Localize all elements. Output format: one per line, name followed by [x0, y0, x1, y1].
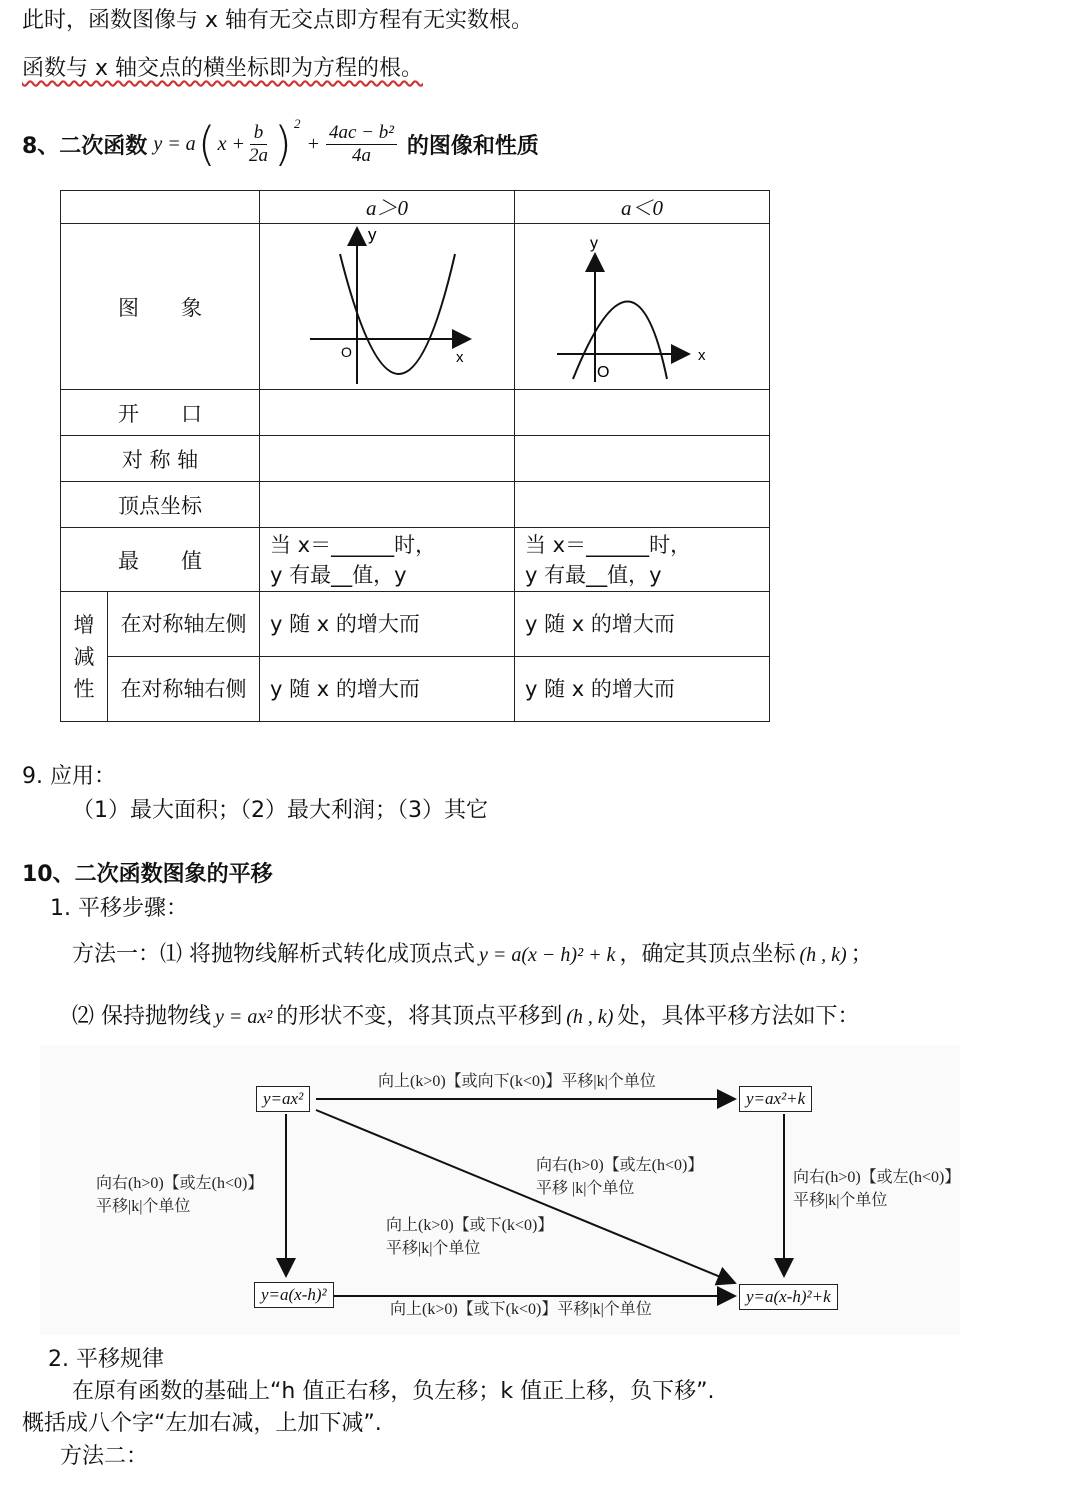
intro-line-2-text: 函数与 x 轴交点的横坐标即为方程的根。: [22, 56, 424, 81]
step-2-end: 处，具体平移方法如下：: [617, 1004, 860, 1029]
row-label-opening: 开 口: [61, 390, 260, 436]
header-a-negative: a＜0: [515, 191, 770, 224]
row-label-right-side: 在对称轴右侧: [108, 657, 260, 722]
step-1-heading: 1. 平移步骤：: [50, 896, 188, 921]
axis-label-x: x: [698, 347, 706, 364]
node-horizontal-shift: y=a(x-h)²: [254, 1282, 334, 1308]
method-2-heading: 方法二：: [60, 1444, 149, 1469]
formula-x: x +: [217, 132, 246, 155]
row-label-axis: 对 称 轴: [61, 436, 260, 482]
origin-label: O: [597, 364, 610, 381]
origin-label: O: [341, 344, 352, 360]
edge-label-diagonal-upper-2: 平移 |k|个单位: [536, 1180, 635, 1197]
edge-label-bottom: 向上(k>0)【或下(k<0)】平移|k|个单位: [390, 1301, 652, 1318]
node-base-parabola: y=ax²: [256, 1086, 310, 1112]
row-label-extreme: 最 值: [61, 528, 260, 592]
section-8-title-prefix: 8、二次函数: [22, 133, 148, 159]
formula-paren-open: (: [197, 117, 216, 171]
axis-label-y: y: [590, 235, 598, 252]
row-label-vertex: 顶点坐标: [61, 482, 260, 528]
node-vertical-shift: y=ax²+k: [739, 1086, 812, 1112]
node-vertex-form: y=a(x-h)²+k: [739, 1284, 838, 1310]
axis-label-x: x: [456, 349, 464, 366]
formula-exponent: 2: [293, 116, 301, 131]
vertex-form-formula: y = a(x − h)² + k: [479, 944, 616, 966]
section-9-title-text: 9. 应用：: [22, 764, 116, 789]
formula-numerator: 4ac − b²: [326, 122, 397, 145]
section-8-title-suffix: 的图像和性质: [406, 133, 539, 159]
step-2-prefix: ⑵ 保持抛物线: [72, 1004, 211, 1029]
row-label-monotonicity: 增减性: [61, 592, 108, 722]
method-1-mid: ，确定其顶点坐标: [619, 942, 796, 967]
edge-label-diagonal-lower-1: 向上(k>0)【或下(k<0)】: [386, 1217, 554, 1234]
edge-label-left-2: 平移|k|个单位: [96, 1198, 191, 1215]
cell-mono-left-positive: y 随 x 的增大而: [260, 592, 515, 657]
rule-line-1: 在原有函数的基础上“h 值正右移，负左移；k 值正上移，负下移”.: [72, 1379, 715, 1404]
edge-label-right-2: 平移|k|个单位: [793, 1192, 888, 1209]
target-vertex-coordinate: (h , k): [566, 1006, 614, 1028]
intro-line-1: 此时，函数图像与 x 轴有无交点即方程有无实数根。: [22, 8, 534, 33]
formula-plus: +: [306, 132, 320, 155]
base-parabola-formula: y = ax²: [215, 1006, 273, 1028]
extreme-line-1: 当 x＝______时，: [525, 532, 692, 557]
extreme-line-2: y 有最__值，y: [270, 562, 407, 587]
method-1-end: ；: [850, 942, 873, 967]
cell-mono-right-positive: y 随 x 的增大而: [260, 657, 515, 722]
formula-paren-close: ): [274, 117, 292, 171]
rule-heading: 2. 平移规律: [48, 1347, 164, 1372]
edge-label-right-1: 向右(h>0)【或左(h<0)】: [793, 1169, 961, 1186]
row-label-left-side: 在对称轴左侧: [108, 592, 260, 657]
step-2-mid: 的形状不变，将其顶点平移到: [276, 1004, 563, 1029]
section-9-items: （1）最大面积；（2）最大利润；（3）其它: [72, 798, 488, 823]
header-a-positive: a＞0: [260, 191, 515, 224]
section-10-title: 10、二次函数图象的平移: [22, 862, 273, 887]
formula-lhs: y = a: [153, 132, 196, 155]
row-label-image: 图 象: [61, 224, 260, 390]
edge-label-diagonal-lower-2: 平移|k|个单位: [386, 1240, 481, 1257]
vertex-coordinate: (h , k): [799, 944, 847, 966]
edge-label-left-1: 向右(h>0)【或左(h<0)】: [96, 1175, 264, 1192]
formula-2a: 2a: [249, 144, 269, 166]
axis-label-y: y: [368, 225, 377, 244]
edge-label-top: 向上(k>0)【或向下(k<0)】平移|k|个单位: [378, 1073, 656, 1090]
method-1-prefix: 方法一：⑴ 将抛物线解析式转化成顶点式: [72, 942, 475, 967]
extreme-line-2: y 有最__值，y: [525, 562, 662, 587]
formula-denominator: 4a: [351, 144, 371, 166]
extreme-line-1: 当 x＝______时，: [270, 532, 437, 557]
formula-b: b: [250, 122, 268, 145]
cell-mono-right-negative: y 随 x 的增大而: [515, 657, 770, 722]
rule-line-2: 概括成八个字“左加右减，上加下减”.: [22, 1411, 382, 1436]
edge-label-diagonal-upper-1: 向右(h>0)【或左(h<0)】: [536, 1157, 704, 1174]
cell-mono-left-negative: y 随 x 的增大而: [515, 592, 770, 657]
arrow-diagonal: [316, 1110, 735, 1283]
